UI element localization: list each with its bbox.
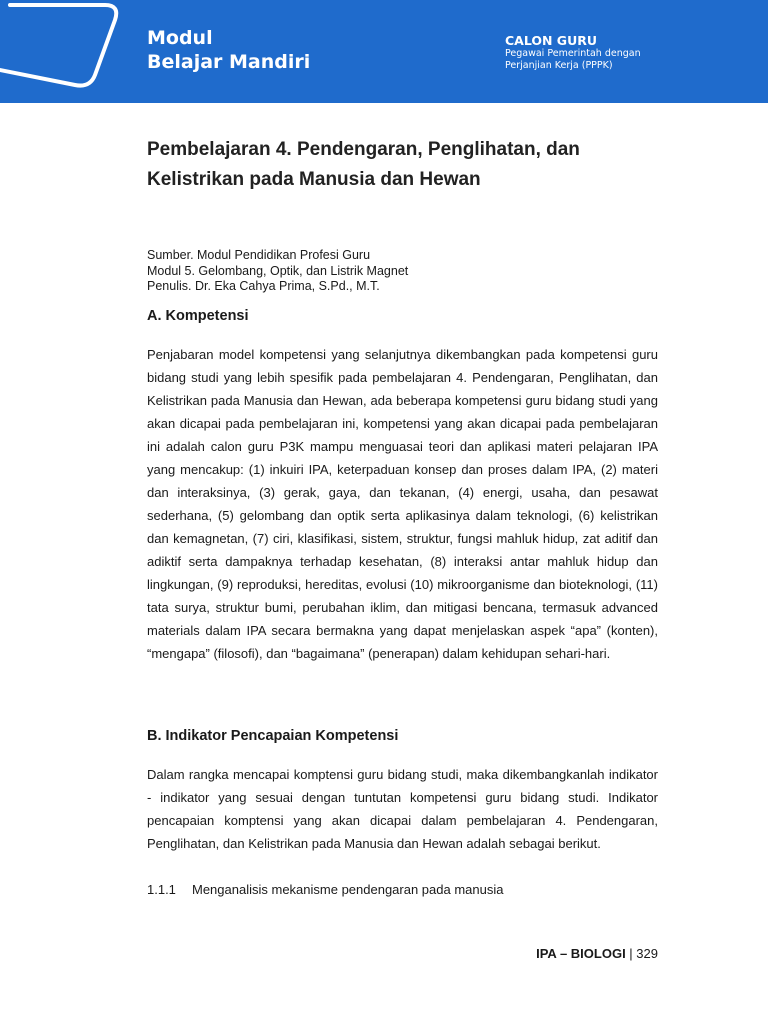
section-a-paragraph: Penjabaran model kompetensi yang selanjutnya dikembangkan pada kompetensi guru bidang studi yang lebih spesifik pada pembelajaran 4. Pendengaran, Penglihatan, dan Kelistrikan pada Manusia dan Hewan, ada beberapa kompetensi guru bidang studi yang akan dicapai pada pembelajaran ini, kompetensi yang akan dicapai pada pembelajaran ini adalah calon guru P3K mampu menguasai teori dan aplikasi materi pelajaran IPA yang mencakup: (1) inkuiri IPA, keterpaduan konsep dan proses dalam IPA, (2) materi dan interaksinya, (3) gerak, gaya, dan tekanan, (4) energi, usaha, dan pesawat sederhana, (5) gelombang dan optik serta aplikasinya dalam teknologi, (6) kelistrikan dan kemagnetan, (7) ciri, klasifikasi, sistem, struktur, fungsi mahluk hidup, zat aditif dan adiktif serta dampaknya terhadap kesehatan, (8) interaksi antar mahluk hidup dan lingkungan, (9) reproduksi, hereditas, evolusi (10) mikroorganisme dan bioteknologi, (11) tata surya, struktur bumi, perubahan iklim, dan mitigasi bencana, termasuk advanced materials dalam IPA secara bermakna yang dapat menjelaskan aspek “apa” (konten), “mengapa” (filosofi), dan “bagaimana” (penerapan) dalam kehidupan sehari-hari.: [147, 347, 658, 661]
page-title: Pembelajaran 4. Pendengaran, Penglihatan, dan Kelistrikan pada Manusia dan Hewan: [147, 139, 580, 190]
calon-guru-label: CALON GURU Pegawai Pemerintah dengan Perjanjian Kerja (PPPK): [505, 33, 641, 71]
header-banner: [0, 0, 768, 103]
section-a-title: A. Kompetensi: [147, 308, 249, 324]
page-number: 329: [636, 946, 658, 961]
page-footer: [536, 945, 658, 963]
source-info: Sumber. Modul Pendidikan Profesi Guru Modul 5. Gelombang, Optik, dan Listrik Magnet Penulis. Dr. Eka Cahya Prima, S.Pd., M.T.: [147, 248, 409, 293]
footer-subject: IPA – BIOLOGI: [536, 946, 626, 961]
footer-separator: |: [625, 946, 637, 961]
indicator-item: [147, 878, 503, 901]
indicator-number: 1.1.1: [147, 882, 176, 897]
section-b-title: B. Indikator Pencapaian Kompetensi: [147, 728, 399, 744]
indicator-text: Menganalisis mekanisme pendengaran pada manusia: [192, 882, 504, 897]
module-title: Modul Belajar Mandiri: [147, 27, 311, 73]
banner-decoration-shape: [0, 0, 150, 103]
section-b-paragraph: Dalam rangka mencapai komptensi guru bidang studi, maka dikembangkanlah indikator - indikator yang sesuai dengan tuntutan kompetensi guru bidang studi. Indikator pencapaian komptensi yang akan dicapai dalam pembelajaran 4. Pendengaran, Penglihatan, dan Kelistrikan pada Manusia dan Hewan adalah sebagai berikut.: [147, 767, 658, 851]
